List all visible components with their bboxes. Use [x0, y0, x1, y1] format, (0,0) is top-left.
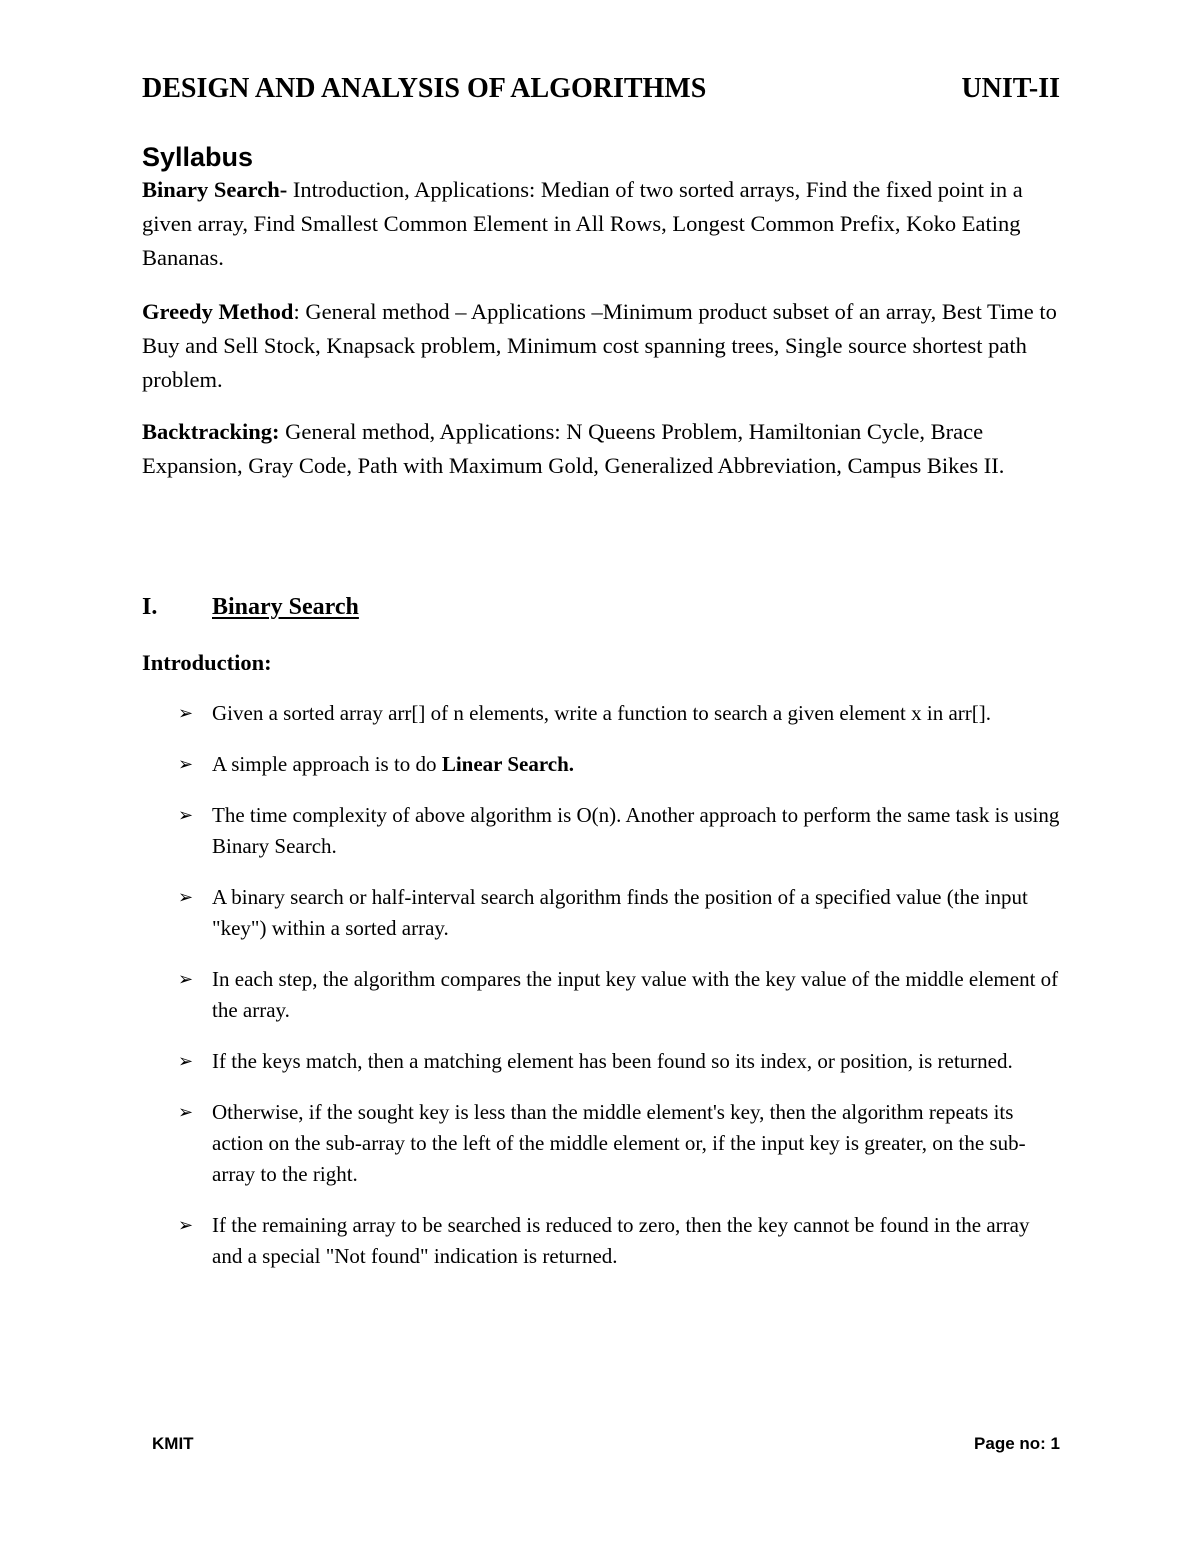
- list-item: ➢ In each step, the algorithm compares the input key value with the key value of the middle element of the array.: [142, 964, 1062, 1026]
- arrow-bullet-icon: ➢: [178, 1102, 194, 1123]
- list-item: ➢ Otherwise, if the sought key is less than the middle element's key, then the algorithm repeats its action on the sub-array to the left of the middle element or, if the input key is greater, on the sub-array to the right.: [142, 1097, 1062, 1190]
- linear-search-term: Linear Search.: [441, 752, 575, 776]
- list-item: ➢ A simple approach is to do Linear Search.: [142, 749, 1062, 780]
- backtracking-text: General method, Applications: N Queens Problem, Hamiltonian Cycle, Brace Expansion, Gray Code, Path with Maximum Gold, Generalized Abbreviation, Campus Bikes II.: [142, 419, 1005, 478]
- arrow-bullet-icon: ➢: [178, 754, 194, 775]
- unit-label: UNIT-II: [961, 73, 1060, 104]
- greedy-label: Greedy Method: [142, 299, 294, 324]
- page-header: [142, 72, 1060, 106]
- greedy-text: : General method – Applications –Minimum product subset of an array, Best Time to Buy and Sell Stock, Knapsack problem, Minimum cost spanning trees, Single source shortest path problem.: [142, 299, 1057, 392]
- page-number: Page no: 1: [974, 1434, 1060, 1453]
- course-title: DESIGN AND ANALYSIS OF ALGORITHMS: [142, 73, 707, 104]
- syllabus-backtracking: [142, 415, 1062, 483]
- binary-search-text: Introduction, Applications: Median of two sorted arrays, Find the fixed point in a given array, Find Smallest Common Element in All Rows, Longest Common Prefix, Koko Eating Bananas.: [142, 177, 1023, 270]
- arrow-bullet-icon: ➢: [178, 969, 194, 990]
- list-item: ➢ If the remaining array to be searched is reduced to zero, then the key cannot be found in the array and a special "Not found" indication is returned.: [142, 1210, 1062, 1272]
- list-item: ➢ A binary search or half-interval search algorithm finds the position of a specified value (the input "key") within a sorted array.: [142, 882, 1062, 944]
- arrow-bullet-icon: ➢: [178, 805, 194, 826]
- list-item: ➢ If the keys match, then a matching element has been found so its index, or position, is returned.: [142, 1046, 1062, 1077]
- list-item: ➢ The time complexity of above algorithm is O(n). Another approach to perform the same task is using Binary Search.: [142, 800, 1062, 862]
- section-heading: [142, 590, 359, 624]
- binary-search-label: Binary Search-: [142, 177, 288, 202]
- syllabus-binary-search: [142, 173, 1062, 275]
- backtracking-label: Backtracking:: [142, 419, 280, 444]
- section-number: I.: [142, 594, 158, 620]
- list-item: ➢ Given a sorted array arr[] of n elements, write a function to search a given element x in arr[].: [142, 698, 1062, 729]
- section-title: Binary Search: [212, 594, 359, 620]
- introduction-label: Introduction:: [142, 650, 272, 675]
- arrow-bullet-icon: ➢: [178, 703, 194, 724]
- arrow-bullet-icon: ➢: [178, 887, 194, 908]
- syllabus-greedy-method: [142, 295, 1062, 397]
- arrow-bullet-icon: ➢: [178, 1051, 194, 1072]
- page-footer: [152, 1433, 1060, 1455]
- footer-institution: KMIT: [152, 1434, 194, 1453]
- introduction-bullet-list: [142, 698, 1062, 1292]
- arrow-bullet-icon: ➢: [178, 1215, 194, 1236]
- syllabus-heading: Syllabus: [142, 142, 254, 172]
